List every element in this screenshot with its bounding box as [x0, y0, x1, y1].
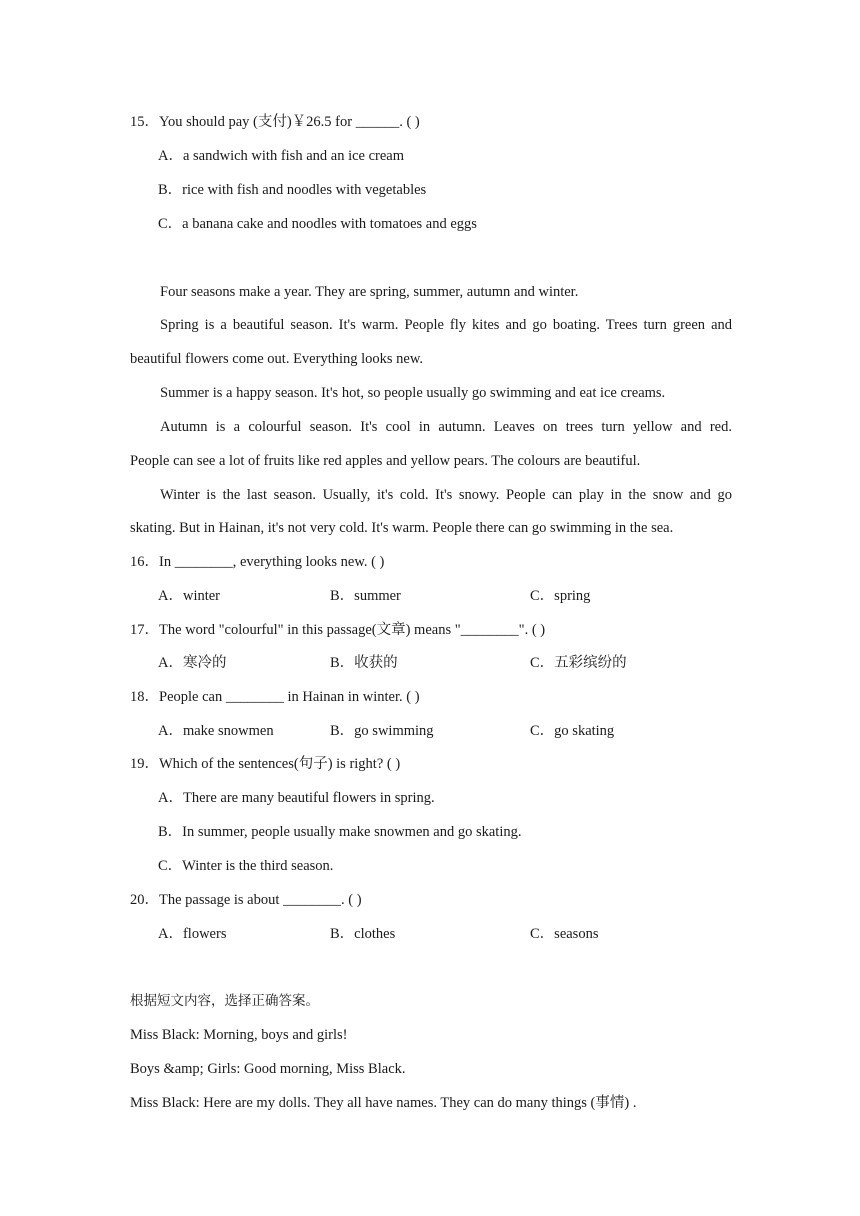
question-18-stem: 18．People can ________ in Hainan in winter. ( ) [130, 689, 420, 705]
passage-paragraph-5-line-2: skating. But in Hainan, it's not very cold. It's warm. People there can go swimming in the sea. [130, 520, 674, 536]
question-18-option-b: B．go swimming [330, 723, 434, 739]
question-19-stem: 19．Which of the sentences(句子) is right? ( ) [130, 756, 401, 772]
question-19-option-a: A．There are many beautiful flowers in spring. [158, 790, 435, 806]
dialogue-line-1: Miss Black: Morning, boys and girls! [130, 1027, 348, 1043]
question-16-option-c: C．spring [530, 588, 591, 604]
passage-paragraph-5-line-1: Winter is the last season. Usually, it's cold. It's snowy. People can play in the snow and go [160, 487, 732, 503]
question-15-stem: 15．You should pay (支付)￥26.5 for ______. ( ) [130, 114, 420, 130]
dialogue-line-2: Boys &amp; Girls: Good morning, Miss Black. [130, 1061, 406, 1077]
section-instruction: 根据短文内容，选择正确答案。 [130, 993, 319, 1009]
question-17-option-b: B．收获的 [330, 655, 398, 671]
passage-paragraph-4-line-2: People can see a lot of fruits like red apples and yellow pears. The colours are beautiful. [130, 453, 641, 469]
passage-paragraph-4-line-1: Autumn is a colourful season. It's cool in autumn. Leaves on trees turn yellow and red. [160, 419, 732, 435]
question-20-option-b: B．clothes [330, 926, 396, 942]
question-19-option-b: B．In summer, people usually make snowmen and go skating. [158, 824, 522, 840]
question-17-option-a: A．寒冷的 [158, 655, 227, 671]
question-16-option-b: B．summer [330, 588, 401, 604]
question-15-option-c: C．a banana cake and noodles with tomatoes and eggs [158, 216, 477, 232]
question-19-option-c: C．Winter is the third season. [158, 858, 334, 874]
question-17-stem: 17．The word "colourful" in this passage(文章) means "________". ( ) [130, 622, 546, 638]
question-16-option-a: A．winter [158, 588, 221, 604]
question-20-option-c: C．seasons [530, 926, 599, 942]
passage-paragraph-2-line-1: Spring is a beautiful season. It's warm. People fly kites and go boating. Trees turn green and [160, 317, 732, 333]
passage-paragraph-1: Four seasons make a year. They are spring, summer, autumn and winter. [160, 284, 579, 300]
passage-paragraph-3: Summer is a happy season. It's hot, so people usually go swimming and eat ice creams. [160, 385, 666, 401]
question-18-option-a: A．make snowmen [158, 723, 274, 739]
question-16-stem: 16．In ________, everything looks new. ( ) [130, 554, 385, 570]
dialogue-line-3: Miss Black: Here are my dolls. They all have names. They can do many things (事情) . [130, 1095, 637, 1111]
question-20-stem: 20．The passage is about ________. ( ) [130, 892, 362, 908]
question-20-option-a: A．flowers [158, 926, 227, 942]
question-15-option-b: B．rice with fish and noodles with vegetables [158, 182, 427, 198]
question-17-option-c: C．五彩缤纷的 [530, 655, 627, 671]
question-18-option-c: C．go skating [530, 723, 615, 739]
question-15-option-a: A．a sandwich with fish and an ice cream [158, 148, 405, 164]
passage-paragraph-2-line-2: beautiful flowers come out. Everything looks new. [130, 351, 424, 367]
